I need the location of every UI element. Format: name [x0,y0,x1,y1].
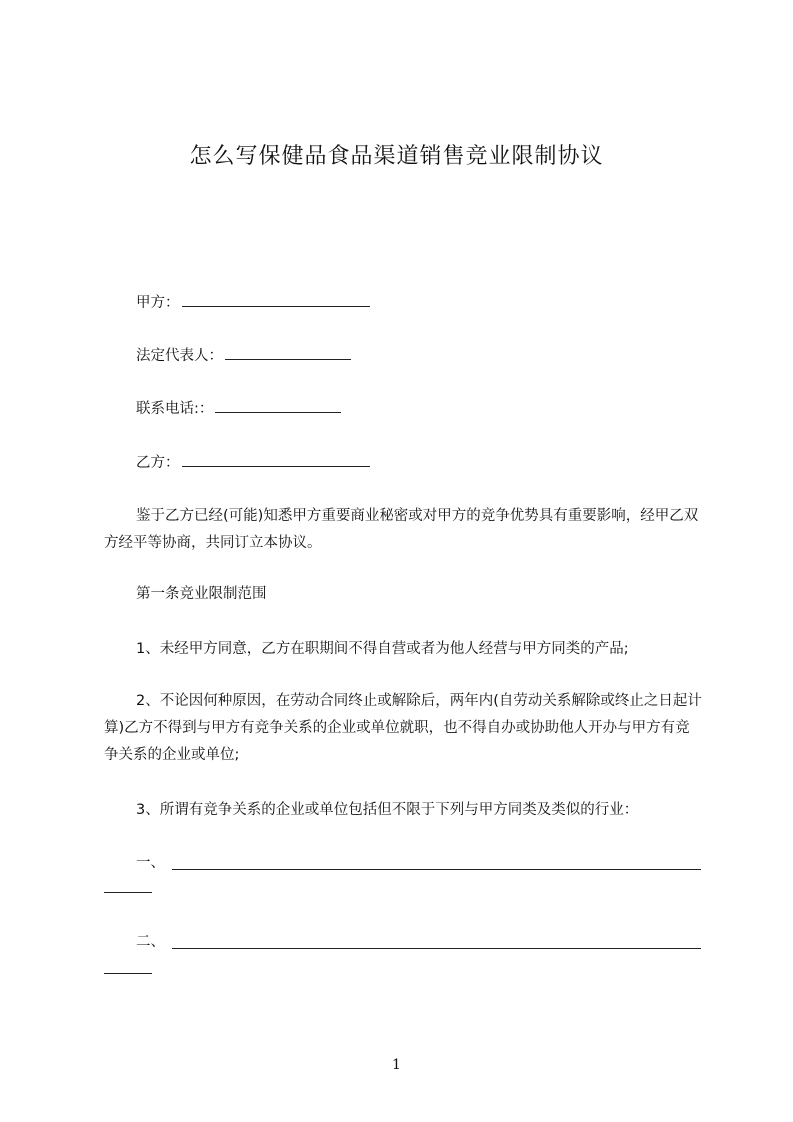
phone-field [136,398,341,419]
legal-rep-field [136,345,351,366]
list-item-1-blank-continuation[interactable] [104,892,152,893]
clause-1: 1、未经甲方同意，乙方在职期间不得自营或者为他人经营与甲方同类的产品; [136,641,629,657]
clause-2: 2、不论因何种原因，在劳动合同终止或解除后，两年内(自劳动关系解除或终止之日起计算)乙方不得到与甲方有竞争关系的企业或单位就职，也不得自办或协助他人开办与甲方有竞争关系的企业或单位; [104,693,702,763]
legal-rep-blank[interactable] [225,345,351,360]
clause-3: 3、所谓有竞争关系的企业或单位包括但不限于下列与甲方同类及类似的行业： [136,802,639,818]
phone-blank[interactable] [215,398,341,413]
party-a-blank[interactable] [182,292,370,307]
list-item-2-blank-continuation[interactable] [104,973,152,974]
article-1-heading: 第一条竞业限制范围 [136,586,267,602]
party-b-field [136,452,370,473]
page-number: 1 [392,1057,401,1073]
party-a-label: 甲方： [136,295,180,311]
list-item-2 [136,932,165,952]
list-item-1-label: 一、 [136,855,165,871]
list-item-2-blank-line[interactable] [172,948,701,949]
list-item-1 [136,853,165,873]
list-item-2-label: 二、 [136,934,165,950]
list-item-1-blank-line[interactable] [172,869,701,870]
party-b-label: 乙方： [136,455,180,471]
legal-rep-label: 法定代表人： [136,348,223,364]
party-b-blank[interactable] [182,452,370,467]
document-title: 怎么写保健品食品渠道销售竞业限制协议 [189,144,604,169]
party-a-field [136,292,370,313]
preamble-paragraph: 鉴于乙方已经(可能)知悉甲方重要商业秘密或对甲方的竞争优势具有重要影响，经甲乙双方经平等协商，共同订立本协议。 [104,508,699,551]
phone-label: 联系电话:： [136,401,214,417]
